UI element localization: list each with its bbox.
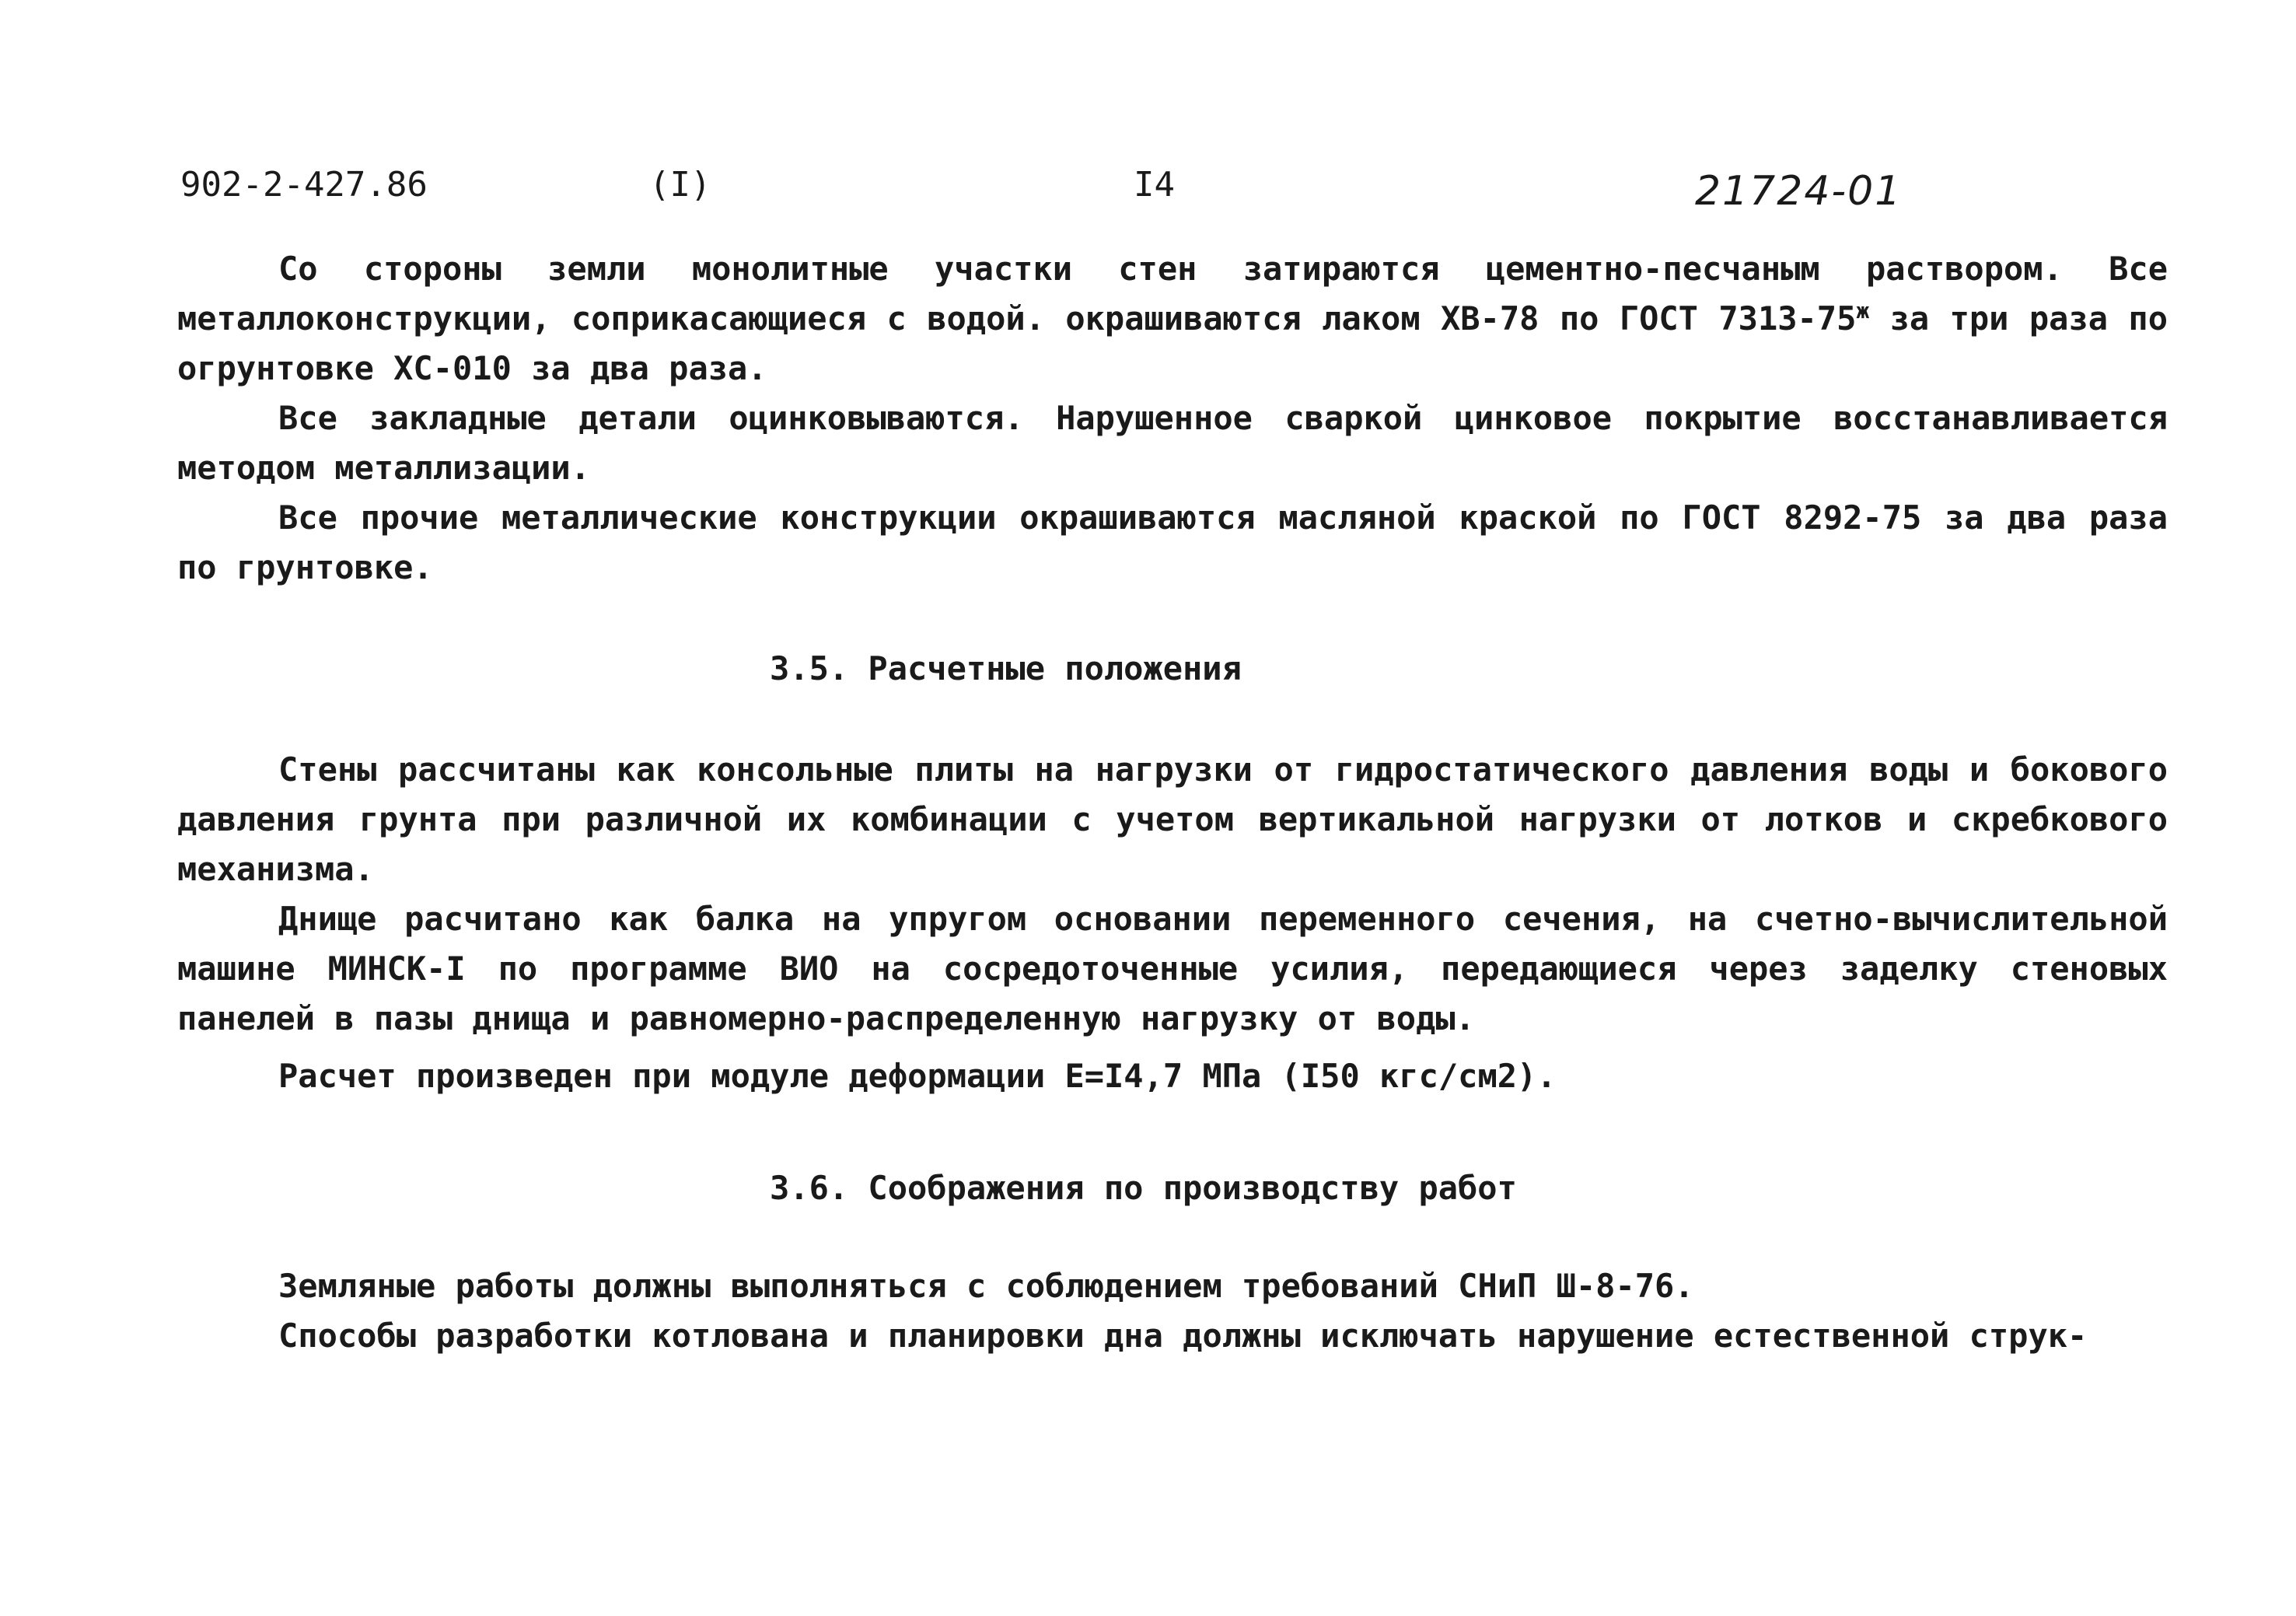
paragraph-modulus: Расчет произведен при модуле деформации Е=I4,7 МПа (I50 кгс/см2). (278, 1057, 1557, 1095)
handwritten-inventory-number: 21724-01 (1695, 168, 1903, 215)
paragraph-earthworks: Земляные работы должны выполняться с соблюдением требований СНиП Ш-8-76. (278, 1267, 1694, 1305)
section-heading-3-6: 3.6. Соображения по производству работ (770, 1169, 1517, 1207)
section-3-5-body (177, 745, 2168, 1101)
paragraph-coatings (177, 244, 2168, 394)
paragraph-embedded-parts: Все закладные детали оцинковываются. Нарушенное сваркой цинковое покрытие восстанавливается методом металлизации. (177, 399, 2168, 487)
document-code: 902-2-427.86 (180, 165, 428, 205)
paragraph-coatings-text-a: Со стороны земли монолитные участки стен затираются цементно-песчаным раствором. Все металлоконструкции, соприкасающиеся с водой. окрашиваются лаком ХВ-78 по ГОСТ 7313-75 (177, 250, 2168, 338)
superscript-mark: ж (1856, 298, 1870, 324)
intro-section (177, 244, 2168, 593)
section-heading-3-5: 3.5. Расчетные положения (770, 649, 1242, 687)
page-number: I4 (1134, 165, 1175, 205)
paragraph-walls-calc: Стены рассчитаны как консольные плиты на нагрузки от гидростатического давления воды и бокового давления грунта при различной их комбинации с учетом вертикальной нагрузки от лотков и скребкового механизма. (177, 750, 2168, 888)
paragraph-bottom-calc: Днище расчитано как балка на упругом основании переменного сечения, на счетно-вычислительной машине МИНСК-I по программе ВИО на сосредоточенные усилия, передающиеся через заделку стеновых панелей в пазы днища и равномерно-распределенную нагрузку от воды. (177, 900, 2168, 1037)
section-3-6-body (177, 1261, 2168, 1361)
paragraph-excavation: Способы разработки котлована и планировки дна должны исключать нарушение естественной струк- (278, 1317, 2088, 1355)
paragraph-other-metal: Все прочие металлические конструкции окрашиваются масляной краской по ГОСТ 8292-75 за два раза по грунтовке. (177, 498, 2168, 586)
paragraph-coatings-text-b: за три раза по огрунтовке ХС-010 за два раза. (177, 299, 2168, 387)
part-number: (I) (649, 165, 711, 205)
